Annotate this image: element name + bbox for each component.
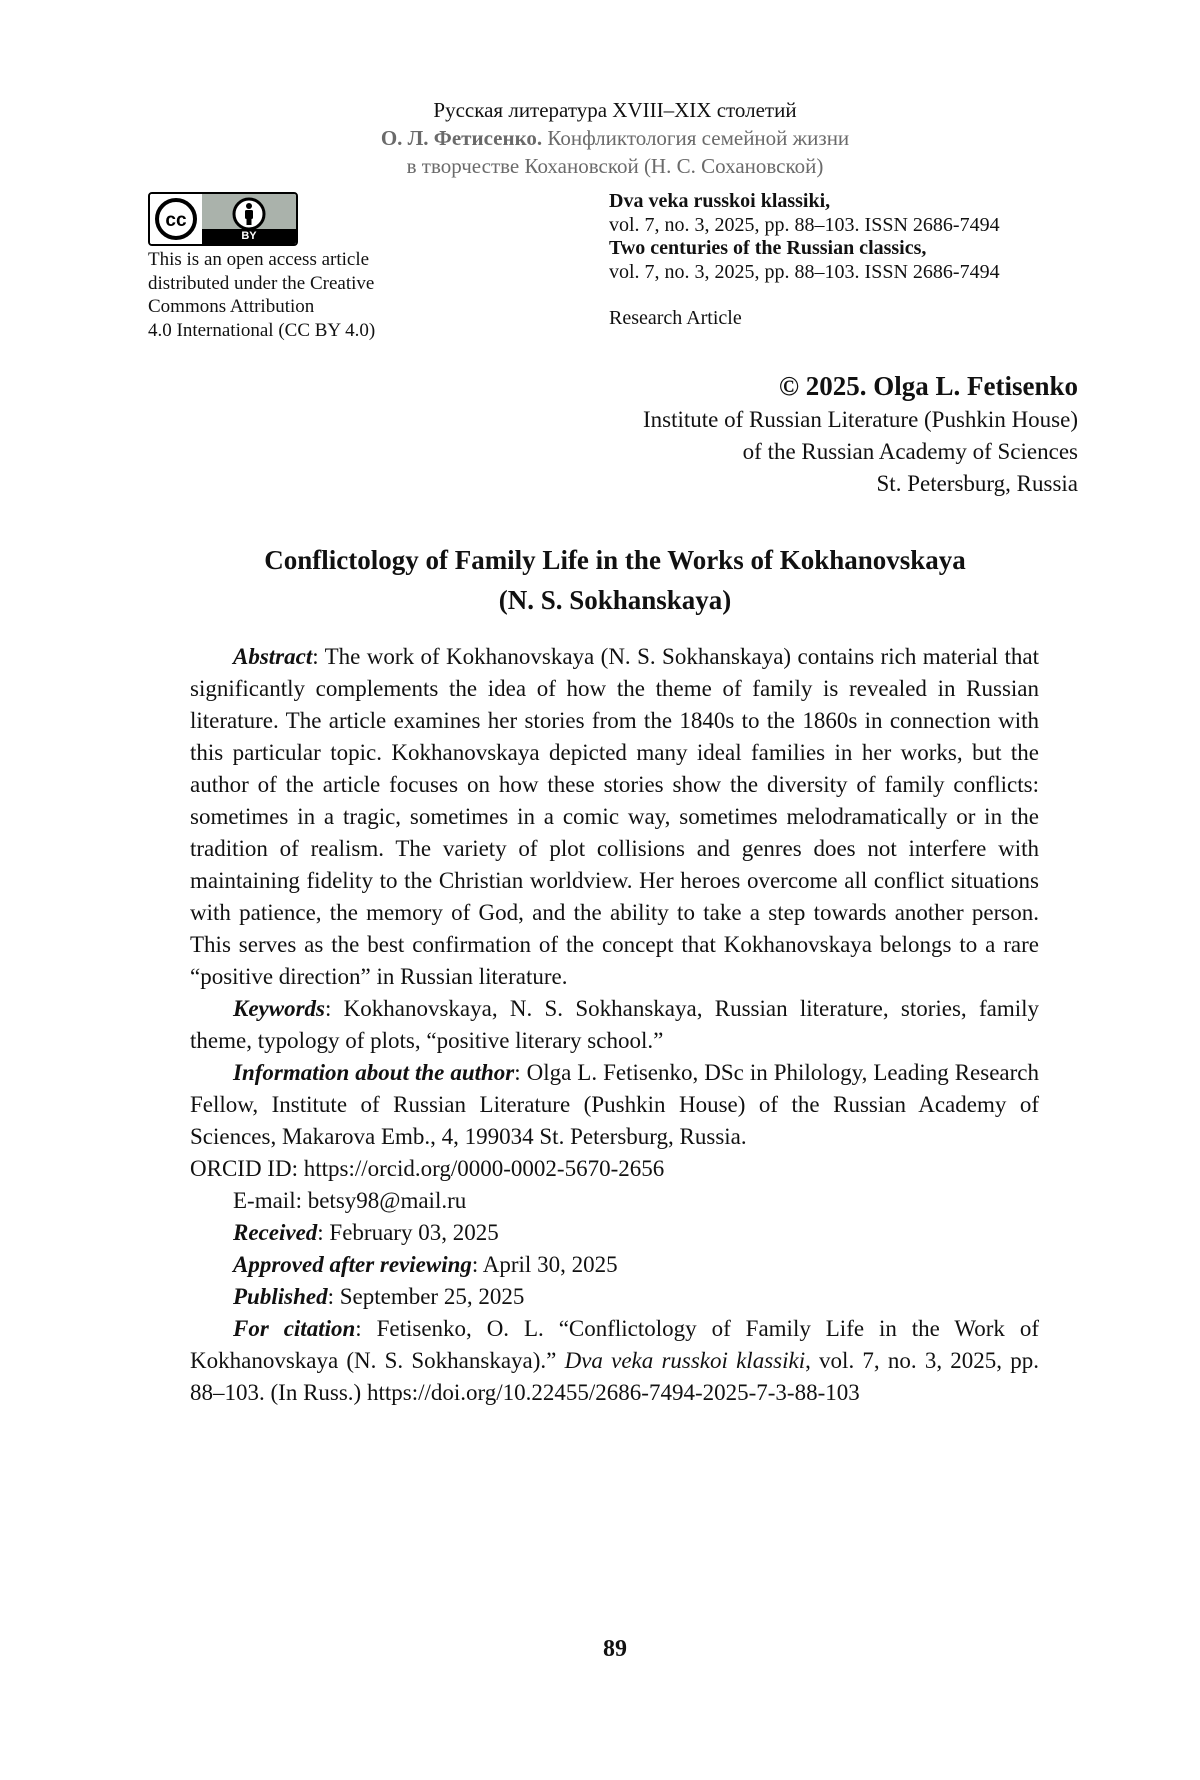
- keywords-label: Keywords: [233, 996, 325, 1021]
- page-number: 89: [0, 1636, 1200, 1663]
- running-head-title-1: Конфликтология семейной жизни: [547, 126, 849, 150]
- journal-issue-ru: vol. 7, no. 3, 2025, pp. 88–103. ISSN 2686-7494: [609, 214, 1079, 238]
- article-front-matter: [190, 641, 1039, 1409]
- citation-journal: Dva veka russkoi klassiki: [565, 1348, 806, 1373]
- received-date: : February 03, 2025: [317, 1220, 498, 1245]
- license-text-1: This is an open access article: [148, 248, 438, 272]
- article-title-line-2: (N. S. Sokhanskaya): [190, 580, 1040, 620]
- page: [0, 0, 1200, 1780]
- citation-label: For citation: [233, 1316, 355, 1341]
- citation-text-1: : Fetisenko, O. L. “Conflictology of Family Life in the Work of Kokhanovskaya (N. S. Sokhanskaya).”: [190, 1316, 1039, 1373]
- orcid-link[interactable]: ORCID ID: https://orcid.org/0000-0002-5670-2656: [190, 1156, 664, 1181]
- journal-info: [609, 190, 1079, 331]
- author-info-label: Information about the author: [233, 1060, 514, 1085]
- article-title: [190, 540, 1040, 620]
- citation-text-2: , vol. 7, no. 3, 2025, pp. 88–103. (In Russ.) https://doi.org/10.22455/2686-7494-2025-7-3-88-103: [190, 1348, 1039, 1405]
- running-head: [0, 96, 1200, 180]
- article-title-line-1: Conflictology of Family Life in the Works of Kokhanovskaya: [190, 540, 1040, 580]
- journal-issue-en: vol. 7, no. 3, 2025, pp. 88–103. ISSN 2686-7494: [609, 261, 1079, 285]
- abstract-text: : The work of Kokhanovskaya (N. S. Sokhanskaya) contains rich material that significantly complements the idea of how the theme of family is revealed in Russian literature. The article examines her stories from the 1840s to the 1860s in connection with this particular topic. Kokhanovskaya depicted many ideal families in her works, but the author of the article focuses on how these stories show the diversity of family conflicts: sometimes in a tragic, sometimes in a comic way, sometimes melodramatically or in the tradition of realism. The variety of plot collisions and genres does not interfere with maintaining fidelity to the Christian worldview. Her heroes overcome all conflict situations with patience, the memory of God, and the ability to take a step towards another person. This serves as the best confirmation of the concept that Kokhanovskaya belongs to a rare “positive direction” in Russian literature.: [190, 644, 1039, 989]
- journal-name-en: Two centuries of the Russian classics,: [609, 237, 1079, 261]
- approved-date: : April 30, 2025: [472, 1252, 618, 1277]
- cc-by-badge-icon: [148, 192, 298, 246]
- running-head-title-2: в творчестве Кохановской (Н. С. Сохановской): [0, 152, 1200, 180]
- attribution-person-icon: [231, 196, 267, 232]
- article-type: Research Article: [609, 307, 1079, 331]
- abstract-paragraph: [190, 641, 1039, 993]
- keywords-text: : Kokhanovskaya, N. S. Sokhanskaya, Russian literature, stories, family theme, typology of plots, “positive literary school.”: [190, 996, 1039, 1053]
- keywords-paragraph: [190, 993, 1039, 1057]
- approved-paragraph: [190, 1249, 1039, 1281]
- running-head-article: [0, 124, 1200, 152]
- author-info-text: : Olga L. Fetisenko, DSc in Philology, Leading Research Fellow, Institute of Russian Literature (Pushkin House) of the Russian Academy of Sciences, Makarova Emb., 4, 199034 St. Petersburg, Russia.: [190, 1060, 1039, 1149]
- running-head-series: Русская литература XVIII–XIX столетий: [0, 96, 1200, 124]
- approved-label: Approved after reviewing: [233, 1252, 472, 1277]
- email-link[interactable]: E-mail: betsy98@mail.ru: [233, 1188, 466, 1213]
- affiliation-line-1: Institute of Russian Literature (Pushkin House): [478, 404, 1078, 436]
- license-text-4: 4.0 International (CC BY 4.0): [148, 319, 438, 343]
- email-paragraph: [190, 1185, 1039, 1217]
- affiliation-line-3: St. Petersburg, Russia: [478, 468, 1078, 500]
- license-text-2: distributed under the Creative: [148, 272, 438, 296]
- license-block: [148, 192, 438, 342]
- running-head-author: О. Л. Фетисенко.: [381, 126, 542, 150]
- affiliation-line-2: of the Russian Academy of Sciences: [478, 436, 1078, 468]
- abstract-label: Abstract: [233, 644, 312, 669]
- received-label: Received: [233, 1220, 317, 1245]
- svg-text:cc: cc: [165, 210, 187, 231]
- author-info-paragraph: [190, 1057, 1039, 1185]
- received-paragraph: [190, 1217, 1039, 1249]
- author-block: [478, 368, 1078, 500]
- journal-name-ru: Dva veka russkoi klassiki,: [609, 190, 1079, 214]
- author-copyright: © 2025. Olga L. Fetisenko: [478, 368, 1078, 404]
- cc-icon: [154, 197, 198, 241]
- published-label: Published: [233, 1284, 328, 1309]
- published-paragraph: [190, 1281, 1039, 1313]
- license-text-3: Commons Attribution: [148, 295, 438, 319]
- citation-paragraph: [190, 1313, 1039, 1409]
- by-label: BY: [202, 229, 296, 244]
- published-date: : September 25, 2025: [328, 1284, 525, 1309]
